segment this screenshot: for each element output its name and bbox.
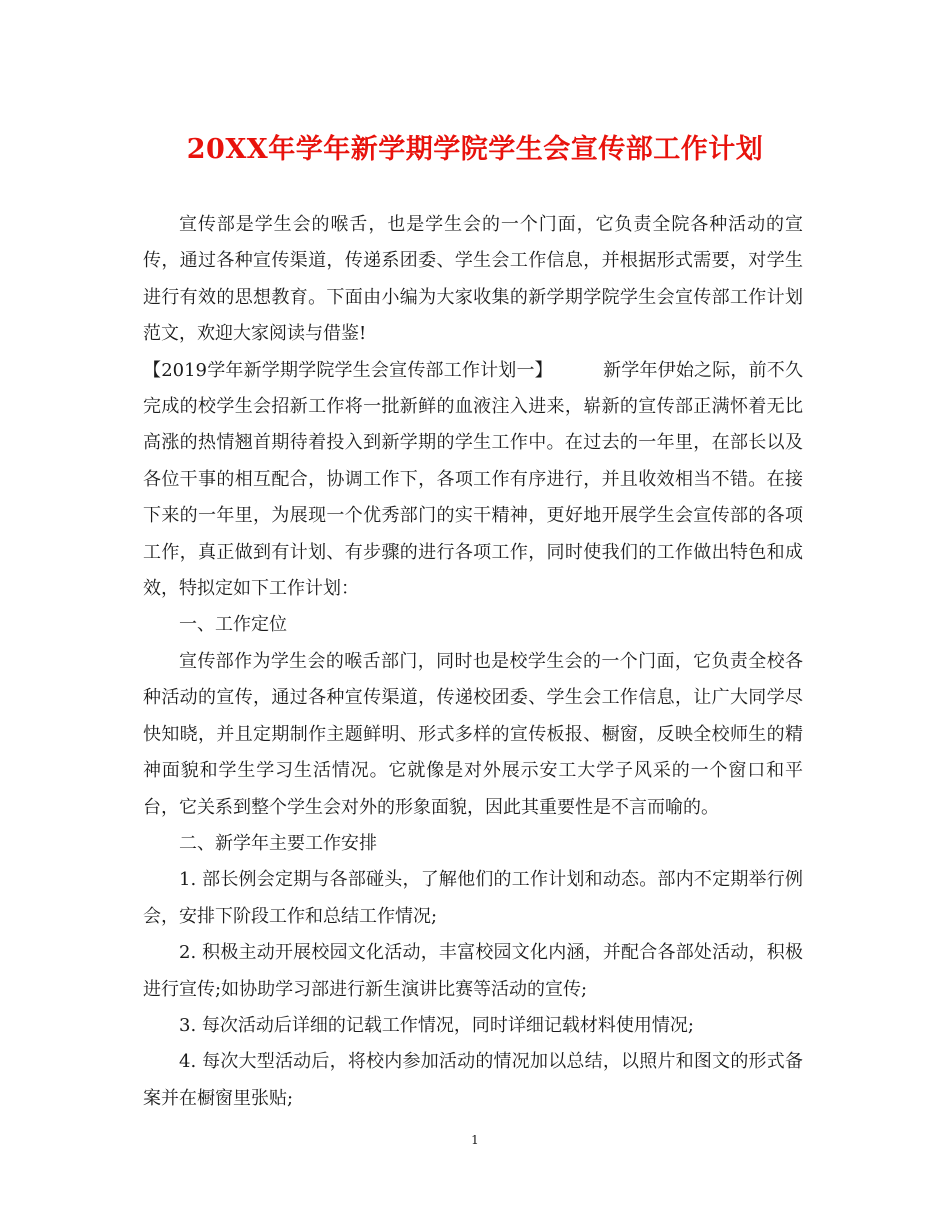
section-heading-arrangements: 二、新学年主要工作安排 xyxy=(179,832,377,854)
intro-paragraph: 宣传部是学生会的喉舌，也是学生会的一个门面，它负责全院各种活动的宣传，通过各种宣传渠道，传递系团委、学生会工作信息，并根据形式需要，对学生进行有效的思想教育。下面由小编为大家收集的新学期学院学生会宣传部工作计划范文，欢迎大家阅读与借鉴! xyxy=(143,214,803,345)
section-positioning-text: 宣传部作为学生会的喉舌部门，同时也是校学生会的一个门面，它负责全校各种活动的宣传，通过各种宣传渠道，传递校团委、学生会工作信息，让广大同学尽快知晓，并且定期制作主题鲜明、形式多样的宣传板报、橱窗，反映全校师生的精神面貌和学生学习生活情况。它就像是对外展示安工大学子风采的一个窗口和平台，它关系到整个学生会对外的形象面貌，因此其重要性是不言而喻的。 xyxy=(143,650,803,818)
list-item: 4. 每次大型活动后，将校内参加活动的情况加以总结，以照片和图文的形式备案并在橱窗里张贴; xyxy=(143,1051,803,1109)
page-title: 20XX年学年新学期学院学生会宣传部工作计划 xyxy=(186,134,764,165)
section-heading-positioning: 一、工作定位 xyxy=(179,614,287,636)
plan-paragraph xyxy=(143,353,803,608)
plan-opening-text: 新学年伊始之际，前不久完成的校学生会招新工作将一批新鲜的血液注入进来，崭新的宣传部正满怀着无比高涨的热情翘首期待着投入到新学期的学生工作中。在过去的一年里，在部长以及各位干事的相互配合，协调工作下，各项工作有序进行，并且收效相当不错。在接下来的一年里，为展现一个优秀部门的实干精神，更好地开展学生会宣传部的各项工作，真正做到有计划、有步骤的进行各项工作，同时使我们的工作做出特色和成效，特拟定如下工作计划： xyxy=(143,359,804,600)
list-item: 3. 每次活动后详细的记载工作情况，同时详细记载材料使用情况; xyxy=(179,1014,694,1036)
list-item: 2. 积极主动开展校园文化活动，丰富校园文化内涵，并配合各部处活动，积极进行宣传;如协助学习部进行新生演讲比赛等活动的宣传; xyxy=(143,942,803,1000)
page-number: 1 xyxy=(471,1133,479,1147)
document-body xyxy=(143,207,803,1117)
list-item: 1. 部长例会定期与各部碰头，了解他们的工作计划和动态。部内不定期举行例会，安排下阶段工作和总结工作情况; xyxy=(143,869,803,927)
plan-heading: 【2019学年新学期学院学生会宣传部工作计划一】 xyxy=(143,359,553,381)
